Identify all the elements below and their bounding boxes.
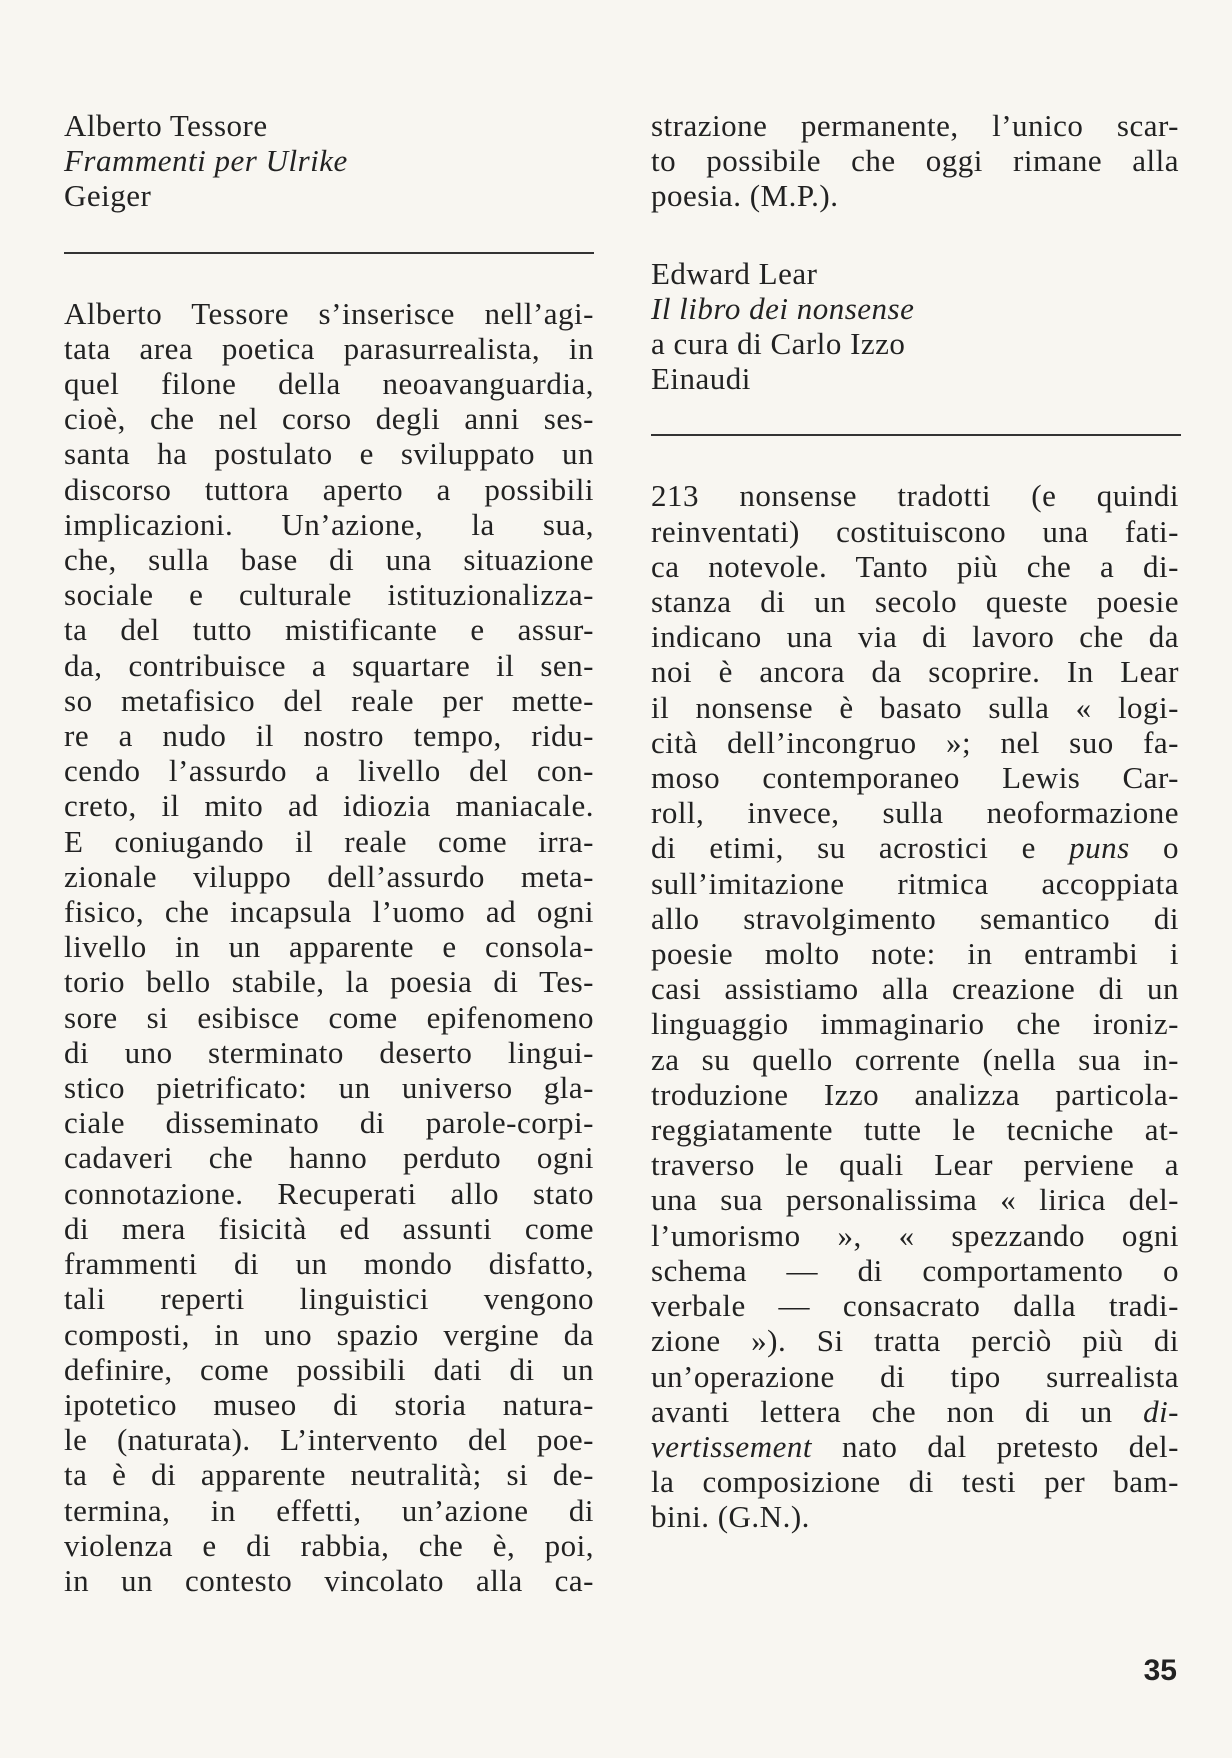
text-line: cendo l’assurdo a livello del con- [64, 753, 594, 789]
text-line: E coniugando il reale come irra- [64, 823, 594, 859]
text-line: moso contemporaneo Lewis Car- [651, 760, 1179, 796]
publisher: Einaudi [651, 361, 751, 397]
text-line: torio bello stabile, la poesia di Tes- [64, 964, 594, 1000]
text-line: stanza di un secolo queste poesie [651, 584, 1179, 620]
text-line: re a nudo il nostro tempo, ridu- [64, 718, 594, 754]
text-line: stico pietrificato: un universo gla- [64, 1070, 594, 1106]
text-line: livello in un apparente e consola- [64, 929, 594, 965]
text-line: bini. (G.N.). [651, 1499, 810, 1535]
text-line: il nonsense è basato sulla « logi- [651, 689, 1179, 725]
author-name: Alberto Tessore [64, 108, 268, 143]
text-line: allo stravolgimento semantico di [651, 900, 1179, 936]
left-column [64, 108, 594, 1598]
text-line: di mera fisicità ed assunti come [64, 1210, 594, 1246]
right-column [651, 108, 1179, 1535]
text-line: da, contribuisce a squartare il sen- [64, 647, 594, 683]
text-line: le (naturata). L’intervento del poe- [64, 1422, 594, 1458]
text-line: troduzione Izzo analizza particola- [651, 1076, 1179, 1112]
text-line: discorso tuttora aperto a possibili [64, 471, 594, 507]
text-line: ta è di apparente neutralità; si de- [64, 1457, 594, 1493]
text-line [651, 1429, 1179, 1464]
italic-term: di- [1143, 1393, 1179, 1429]
text-line: la composizione di testi per bam- [651, 1464, 1179, 1500]
review-heading-tessore [64, 108, 594, 214]
text-line: poesie molto note: in entrambi i [651, 936, 1179, 972]
review-heading-lear [651, 256, 1179, 397]
editor-line: a cura di Carlo Izzo [651, 326, 906, 362]
review-body-lear [651, 478, 1179, 1534]
text-line: cità dell’incongruo »; nel suo fa- [651, 724, 1179, 760]
italic-term: puns [1069, 830, 1130, 866]
text-line: indicano una via di lavoro che da [651, 619, 1179, 655]
text-line: termina, in effetti, un’azione di [64, 1492, 594, 1528]
text-fragment: di etimi, su acrostici e [651, 830, 1070, 866]
text-line: definire, come possibili dati di un [64, 1351, 594, 1387]
text-line: sore si esibisce come epifenomeno [64, 999, 594, 1035]
text-line: cioè, che nel corso degli anni ses- [64, 401, 594, 437]
text-line: l’umorismo », « spezzando ogni [651, 1217, 1179, 1253]
text-line: tata area poetica parasurrealista, in [64, 330, 594, 366]
text-fragment: nato dal pretesto del- [811, 1428, 1179, 1464]
text-line: schema — di comportamento o [651, 1252, 1179, 1288]
text-line: violenza e di rabbia, che è, poi, [64, 1527, 594, 1563]
text-line: reggiatamente tutte le tecniche at- [651, 1112, 1179, 1148]
text-line: to possibile che oggi rimane alla [651, 143, 1179, 179]
text-line: 213 nonsense tradotti (e quindi [651, 478, 1179, 514]
italic-term: vertissement [651, 1428, 812, 1464]
text-line: creto, il mito ad idiozia maniacale. [64, 788, 594, 824]
text-line: sociale e culturale istituzionalizza- [64, 577, 594, 613]
text-line: poesia. (M.P.). [651, 178, 839, 214]
text-line: santa ha postulato e sviluppato un [64, 436, 594, 472]
text-line: che, sulla base di una situazione [64, 542, 594, 578]
book-title: Frammenti per Ulrike [64, 143, 348, 179]
text-line [651, 1394, 1179, 1429]
text-line: tali reperti linguistici vengono [64, 1281, 594, 1317]
text-line: traverso le quali Lear perviene a [651, 1147, 1179, 1183]
text-line: frammenti di un mondo disfatto, [64, 1246, 594, 1282]
text-line: casi assistiamo alla creazione di un [651, 971, 1179, 1007]
text-line: cadaveri che hanno perduto ogni [64, 1140, 594, 1176]
text-line: di uno sterminato deserto lingui- [64, 1034, 594, 1070]
text-line: composti, in uno spazio vergine da [64, 1316, 594, 1352]
text-line: roll, invece, sulla neoformazione [651, 795, 1179, 831]
text-line: Alberto Tessore s’inserisce nell’agi- [64, 295, 594, 331]
text-line: noi è ancora da scoprire. In Lear [651, 654, 1179, 690]
book-title-continued: Geiger [64, 178, 152, 214]
text-line: ca notevole. Tanto più che a di- [651, 548, 1179, 584]
text-line: un’operazione di tipo surrealista [651, 1358, 1179, 1394]
text-line: quel filone della neoavanguardia, [64, 366, 594, 402]
text-line: so metafisico del reale per mette- [64, 682, 594, 718]
review-body-tessore [64, 296, 594, 1599]
text-line: verbale — consacrato dalla tradi- [651, 1288, 1179, 1324]
text-line: sull’imitazione ritmica accoppiata [651, 865, 1179, 901]
text-line [651, 830, 1179, 865]
review-continuation [651, 108, 1179, 214]
text-line: ciale disseminato di parole-corpi- [64, 1105, 594, 1141]
text-line: fisico, che incapsula l’uomo ad ogni [64, 894, 594, 930]
text-fragment: avanti lettera che non di un [651, 1393, 1144, 1429]
text-line: connotazione. Recuperati allo stato [64, 1175, 594, 1211]
text-line: linguaggio immaginario che ironiz- [651, 1006, 1179, 1042]
text-line: implicazioni. Un’azione, la sua, [64, 506, 594, 542]
text-line: za su quello corrente (nella sua in- [651, 1041, 1179, 1077]
text-line: reinventati) costituiscono una fati- [651, 513, 1179, 549]
text-line: ipotetico museo di storia natura- [64, 1386, 594, 1422]
text-line: strazione permanente, l’unico scar- [651, 108, 1179, 143]
author-name: Edward Lear [651, 255, 818, 291]
text-line: ta del tutto mistificante e assur- [64, 612, 594, 648]
page-number: 35 [1143, 1654, 1177, 1687]
text-line: zionale viluppo dell’assurdo meta- [64, 858, 594, 894]
text-line: zione »). Si tratta perciò più di [651, 1323, 1179, 1359]
text-fragment: o [1129, 830, 1180, 866]
book-title: Il libro dei nonsense [651, 290, 915, 326]
text-line: una sua personalissima « lirica del- [651, 1182, 1179, 1218]
text-line: in un contesto vincolato alla ca- [64, 1562, 594, 1598]
